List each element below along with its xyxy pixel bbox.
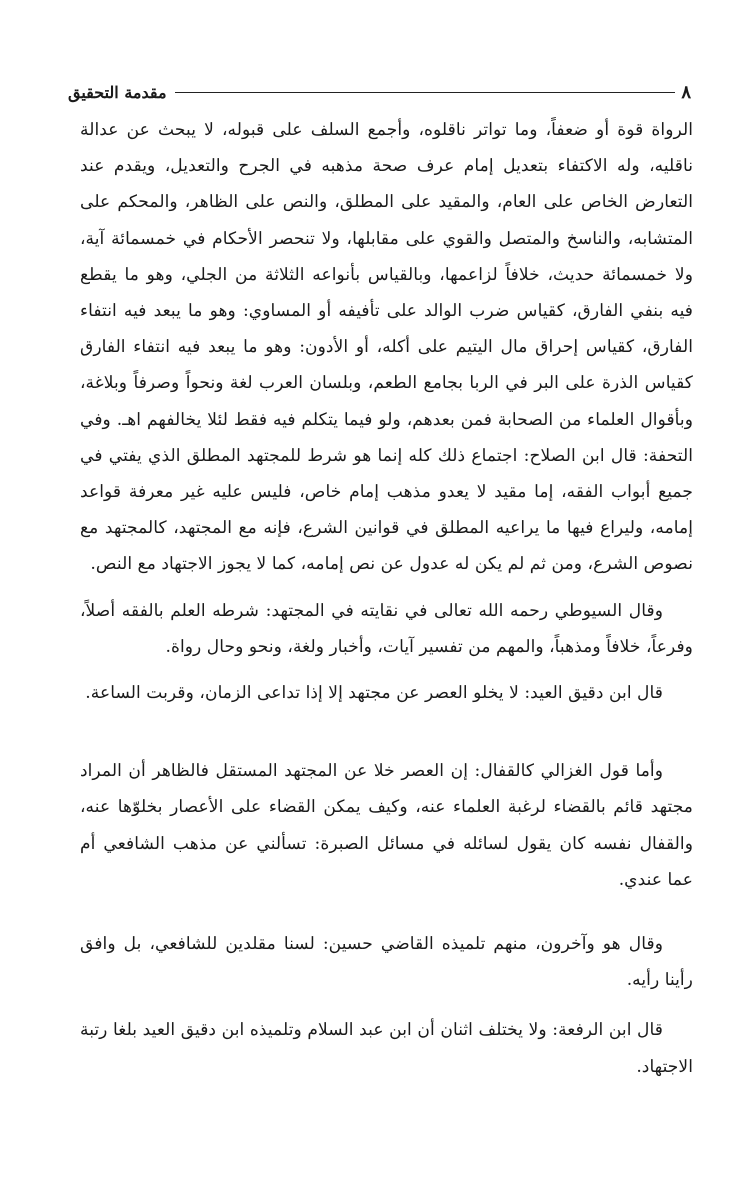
paragraph: وأما قول الغزالي كالقفال: إن العصر خلا عن المجتهد المستقل فالظاهر أن المراد مجتهد قائم بالقضاء لرغبة العلماء عنه، وكيف يمكن القضاء على الأعصار بخلوّها عنه، والقفال نفسه كان يقول لسائله في مسائل الصبرة: تسألني عن مذهب الشافعي أم عما عندي.: [80, 761, 693, 890]
paragraph: قال ابن الرفعة: ولا يختلف اثنان أن ابن عبد السلام وتلميذه ابن دقيق العيد بلغا رتبة الاجتهاد.: [80, 1020, 693, 1077]
page-number: ٨: [681, 81, 691, 103]
paragraph: الرواة قوة أو ضعفاً، وما تواتر ناقلوه، وأجمع السلف على قبوله، لا يبحث عن عدالة ناقليه، وله الاكتفاء بتعديل إمام عرف صحة مذهبه في الجرح والتعديل، ويقدم عند التعارض الخاص على العام، والمقيد على المطلق، والنص على الظاهر، والمحكم على المتشابه، والناسخ والمتصل والقوي على مقابلها، ولا تنحصر الأحكام في خمسمائة آية، ولا خمسمائة حديث، خلافاً لزاعمها، وبالقياس بأنواعه الثلاثة من الجلي، وهو ما يقطع فيه بنفي الفارق، كقياس ضرب الوالد على تأفيفه أو المساوي: وهو ما يبعد فيه انتفاء الفارق، كقياس إحراق مال اليتيم على أكله، أو الأدون: وهو ما يبعد فيه انتفاء الفارق كقياس الذرة على البر في الربا بجامع الطعم، وبلسان العرب لغة ونحواً وصرفاً وبلاغة، وبأقوال العلماء من الصحابة فمن بعدهم، ولو فيما يتكلم فيه فقط لئلا يخالفهم اهـ. وفي التحفة: قال ابن الصلاح: اجتماع ذلك كله إنما هو شرط للمجتهد المطلق الذي يفتي في جميع أبواب الفقه، إما مقيد لا يعدو مذهب إمام خاص، فليس عليه غير معرفة قواعد إمامه، وليراع فيها ما يراعيه المطلق في قوانين الشرع، فإنه مع المجتهد، كالمجتهد مع نصوص الشرع، ومن ثم لم يكن له عدول عن نص إمامه، كما لا يجوز الاجتهاد مع النص.: [80, 120, 693, 575]
header-rule: [175, 92, 676, 93]
running-title: مقدمة التحقيق: [68, 82, 167, 102]
page-header: [68, 78, 691, 106]
page-body: [80, 112, 693, 1085]
paragraph: قال ابن دقيق العيد: لا يخلو العصر عن مجتهد إلا إذا تداعى الزمان، وقربت الساعة.: [85, 683, 663, 704]
paragraph: وقال السيوطي رحمه الله تعالى في نقايته في المجتهد: شرطه العلم بالفقه أصلاً، وفرعاً، خلافاً ومذهباً، والمهم من تفسير آيات، وأخبار ولغة، ونحو وحال رواة.: [80, 600, 693, 657]
paragraph: وقال هو وآخرون، منهم تلميذه القاضي حسين: لسنا مقلدين للشافعي، بل وافق رأينا رأيه.: [80, 934, 693, 991]
